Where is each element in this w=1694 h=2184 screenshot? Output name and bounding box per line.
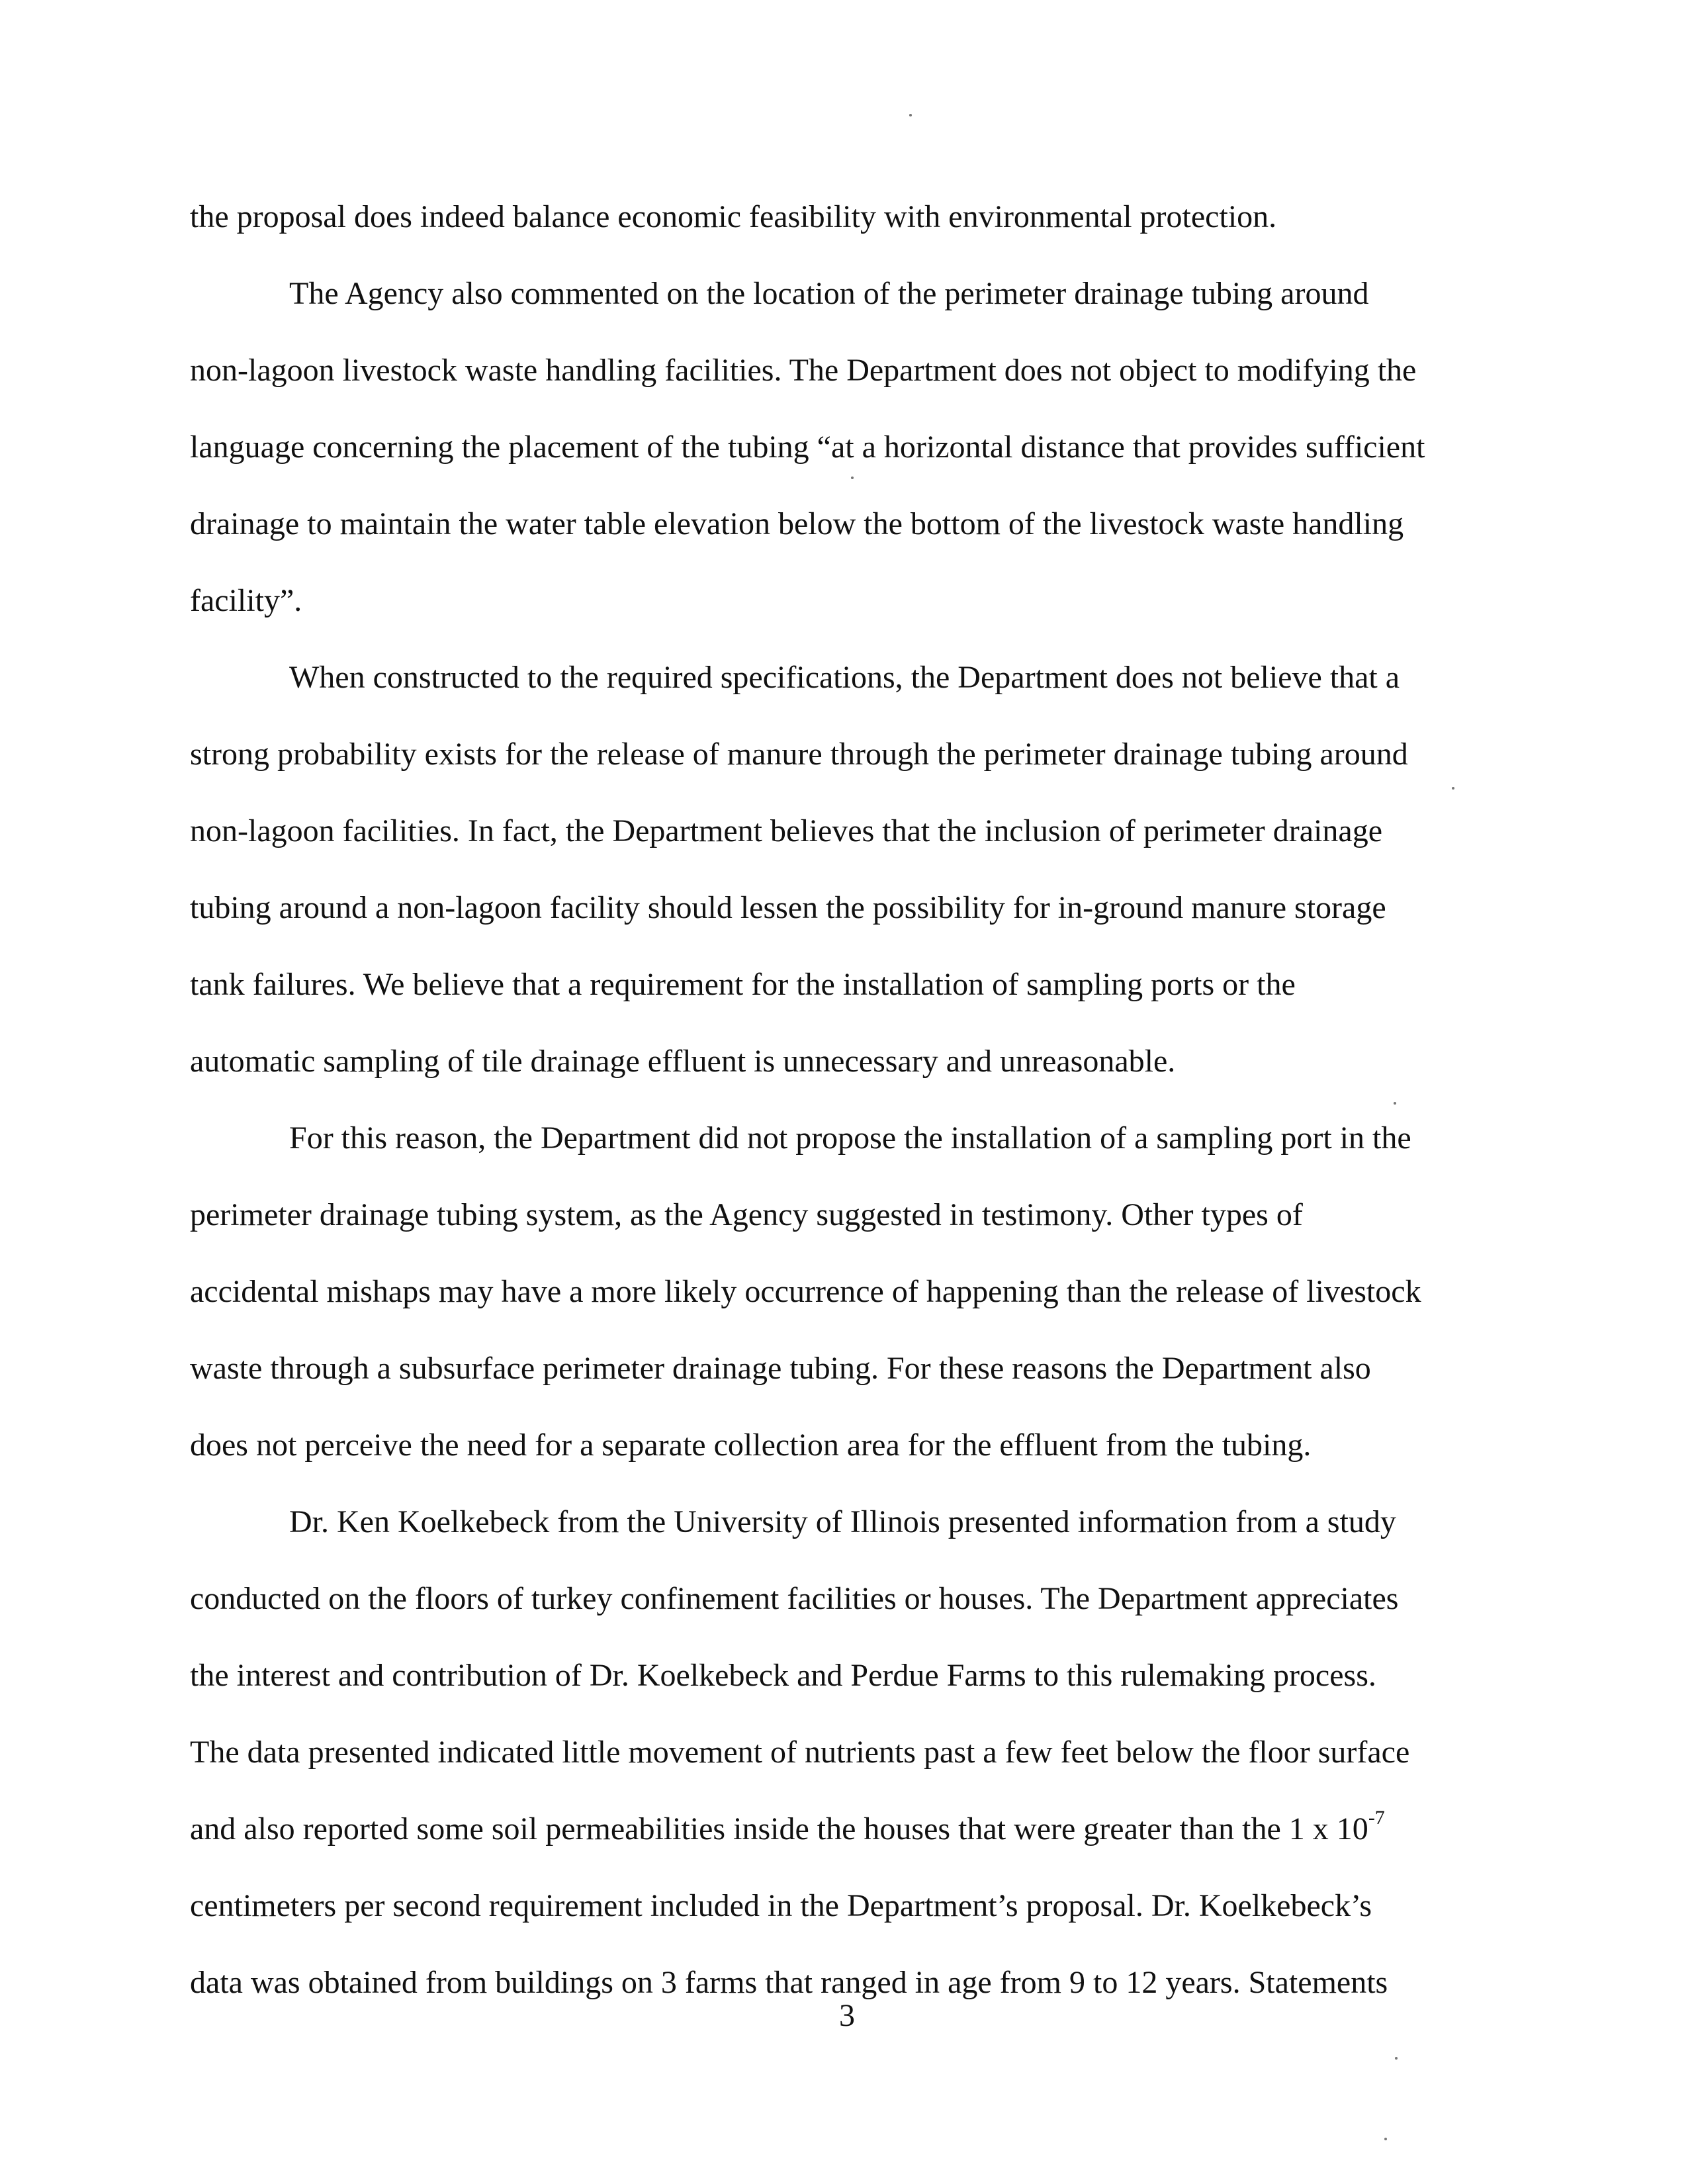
text-line: drainage to maintain the water table elevation below the bottom of the livestock waste handling xyxy=(190,506,1404,541)
text-line: centimeters per second requirement included in the Department’s proposal. Dr. Koelkebeck’s xyxy=(190,1888,1372,1923)
text-line: non-lagoon livestock waste handling facilities. The Department does not object to modifying the xyxy=(190,353,1417,388)
scan-speck xyxy=(851,477,854,479)
scan-speck xyxy=(1384,2138,1387,2140)
text-line: conducted on the floors of turkey confinement facilities or houses. The Department appreciates xyxy=(190,1581,1399,1616)
text-line: the interest and contribution of Dr. Koelkebeck and Perdue Farms to this rulemaking process. xyxy=(190,1658,1376,1693)
text-line-with-exponent xyxy=(190,1807,1507,1848)
text-line: waste through a subsurface perimeter drainage tubing. For these reasons the Department also xyxy=(190,1351,1371,1386)
scan-speck xyxy=(909,114,912,116)
text-line: the proposal does indeed balance economic feasibility with environmental protection. xyxy=(190,199,1277,234)
text-line: non-lagoon facilities. In fact, the Department believes that the inclusion of perimeter drainage xyxy=(190,813,1382,848)
text-line: When constructed to the required specifications, the Department does not believe that a xyxy=(289,660,1400,695)
scan-speck xyxy=(1452,787,1454,790)
text-line: does not perceive the need for a separate collection area for the effluent from the tubing. xyxy=(190,1428,1312,1463)
text-line: accidental mishaps may have a more likely occurrence of happening than the release of livestock xyxy=(190,1274,1421,1309)
exponent: -7 xyxy=(1368,1807,1385,1829)
scan-speck xyxy=(1395,2057,1398,2060)
text-line: Dr. Ken Koelkebeck from the University of Illinois presented information from a study xyxy=(289,1504,1396,1539)
text-line: The Agency also commented on the location of the perimeter drainage tubing around xyxy=(289,276,1369,311)
text-line: perimeter drainage tubing system, as the Agency suggested in testimony. Other types of xyxy=(190,1197,1303,1232)
text-line: automatic sampling of tile drainage effluent is unnecessary and unreasonable. xyxy=(190,1044,1176,1079)
text-line-main: and also reported some soil permeabilities inside the houses that were greater than the 1 x 10 xyxy=(190,1811,1368,1846)
text-line: facility”. xyxy=(190,583,302,618)
text-line: The data presented indicated little movement of nutrients past a few feet below the floor surface xyxy=(190,1735,1410,1770)
text-line: data was obtained from buildings on 3 farms that ranged in age from 9 to 12 years. Statements xyxy=(190,1965,1388,2000)
text-line: language concerning the placement of the tubing “at a horizontal distance that provides sufficient xyxy=(190,430,1425,465)
text-line: tank failures. We believe that a requirement for the installation of sampling ports or the xyxy=(190,967,1296,1002)
text-line: tubing around a non-lagoon facility should lessen the possibility for in-ground manure storage xyxy=(190,890,1386,925)
page-number: 3 xyxy=(839,1998,855,2033)
scan-speck xyxy=(1394,1102,1396,1105)
text-line: For this reason, the Department did not propose the installation of a sampling port in the xyxy=(289,1120,1411,1156)
text-line: strong probability exists for the release of manure through the perimeter drainage tubing around xyxy=(190,737,1408,772)
